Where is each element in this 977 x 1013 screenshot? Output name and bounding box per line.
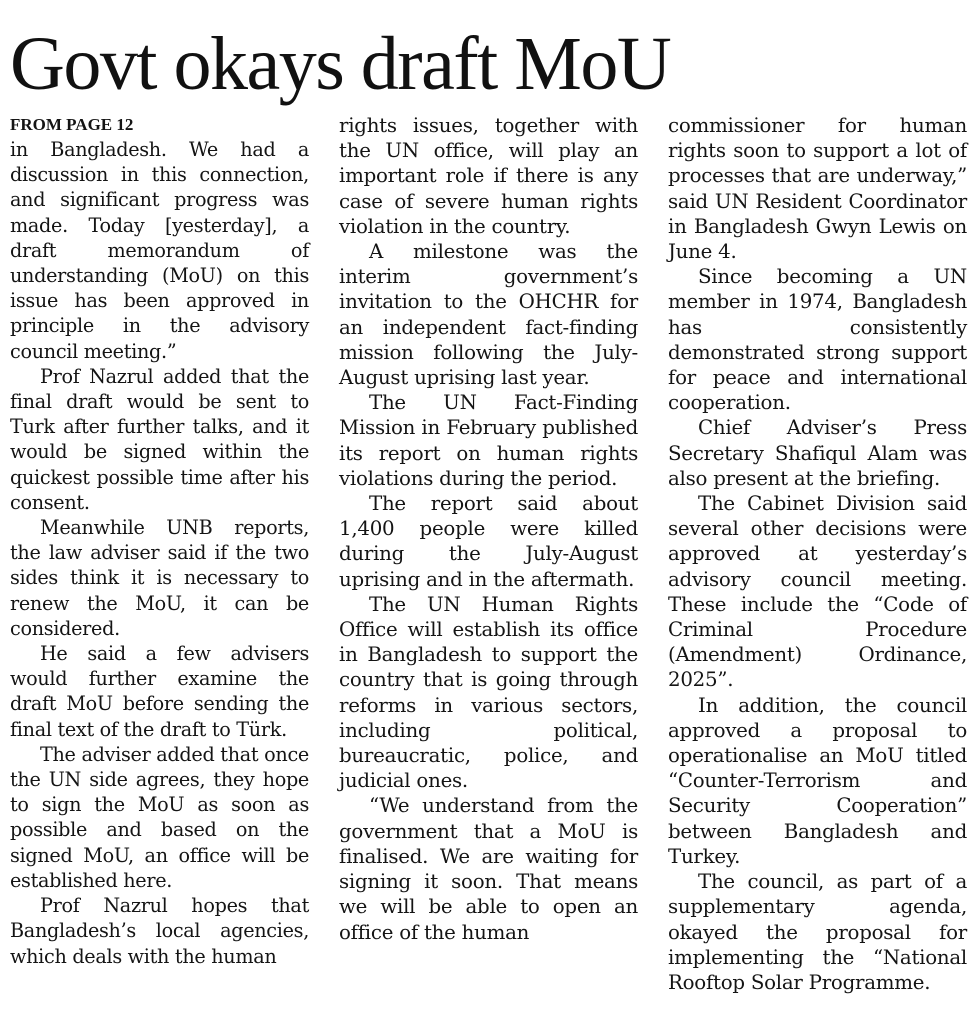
paragraph: “We understand from the government that a MoU is finalised. We are waiting for signing it soon. That means we will be able to open an office of the human [339,794,638,944]
paragraph: Prof Nazrul hopes that Bangladesh’s local agencies, which deals with the human [10,894,309,968]
paragraph: He said a few advisers would further examine the draft MoU before sending the final text of the draft to Türk. [10,642,309,741]
paragraph: The UN Human Rights Office will establish its office in Bangladesh to support the country that is going through reforms in various sectors, including political, bureaucratic, police, and judicial ones. [339,592,638,793]
paragraph: in Bangladesh. We had a discussion in this connection, and significant progress was made. Today [yesterday], a draft memorandum of understanding (MoU) on this issue has been approved in principle in the advisory council meeting.” [10,138,309,363]
paragraph: The report said about 1,400 people were killed during the July-August uprising and in the aftermath. [339,492,638,591]
continued-from-label: FROM PAGE 12 [10,115,134,134]
paragraph: A milestone was the interim government’s invitation to the OHCHR for an independent fact-finding mission following the July-August uprising last year. [339,240,638,390]
paragraph: In addition, the council approved a proposal to operationalise an MoU titled “Counter-Terrorism and Security Cooperation” between Bangladesh and Turkey. [668,693,967,868]
paragraph: Chief Adviser’s Press Secretary Shafiqul Alam was also present at the briefing. [668,416,967,490]
paragraph: rights issues, together with the UN office, will play an important role if there is any case of severe human rights violation in the country. [339,114,638,238]
paragraph: Prof Nazrul added that the final draft would be sent to Turk after further talks, and it would be signed within the quickest possible time after his consent. [10,364,309,514]
paragraph: Since becoming a UN member in 1974, Bangladesh has consistently demonstrated strong support for peace and international cooperation. [668,265,967,415]
paragraph: The UN Fact-Finding Mission in February published its report on human rights violations during the period. [339,391,638,490]
paragraph: The council, as part of a supplementary agenda, okayed the proposal for implementing the “National Rooftop Solar Programme. [668,870,967,994]
article-column-2 [339,113,638,945]
article-column-1 [10,113,309,969]
paragraph: Meanwhile UNB reports, the law adviser said if the two sides think it is necessary to renew the MoU, it can be considered. [10,516,309,640]
article-column-3 [668,113,967,995]
paragraph: The Cabinet Division said several other decisions were approved at yesterday’s advisory council meeting. These include the “Code of Criminal Procedure (Amendment) Ordinance, 2025”. [668,492,967,692]
paragraph: The adviser added that once the UN side agrees, they hope to sign the MoU as soon as possible and based on the signed MoU, an office will be established here. [10,742,309,892]
headline: Govt okays draft MoU [10,22,671,106]
paragraph: commissioner for human rights soon to support a lot of processes that are underway,” said UN Resident Coordinator in Bangladesh Gwyn Lewis on June 4. [668,114,967,264]
